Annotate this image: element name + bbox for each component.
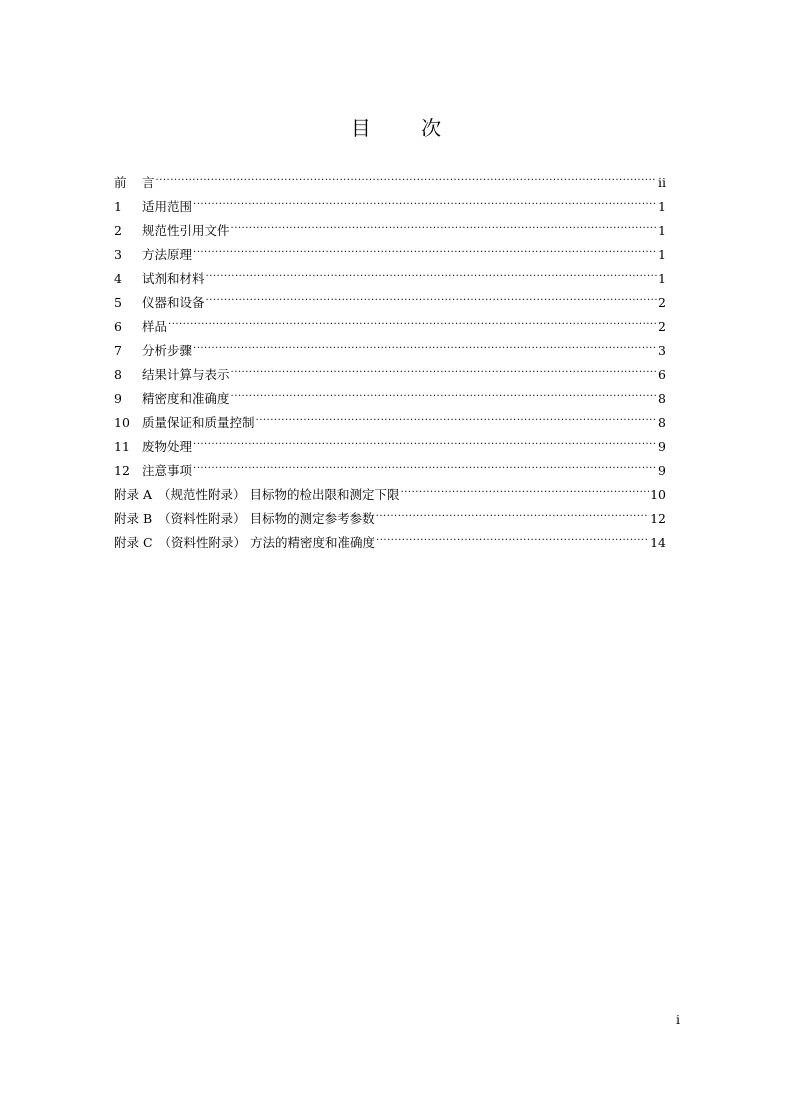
dot-leader (156, 163, 657, 187)
dot-leader (376, 523, 649, 547)
toc-entry-number: 附录 B (114, 511, 153, 526)
toc-entry-number: 1 (114, 199, 122, 214)
toc-entry-page: 14 (650, 535, 666, 550)
toc-entry-number: 11 (114, 439, 130, 454)
toc-entry-page: 2 (658, 295, 666, 310)
toc-entry-4[interactable] (114, 259, 666, 286)
toc-entry-appendix-a[interactable] (114, 475, 666, 502)
toc-entry-number: 6 (114, 319, 122, 334)
toc-entry-title: 方法原理 (142, 247, 193, 262)
dot-leader (206, 259, 658, 283)
toc-entry-page: 2 (658, 319, 666, 334)
dot-leader (193, 187, 657, 211)
dot-leader (193, 427, 657, 451)
dot-leader (376, 499, 649, 523)
toc-entry-number: 12 (114, 463, 130, 478)
toc-entry-title: 仪器和设备 (142, 295, 205, 310)
toc-entry-title: 注意事项 (142, 463, 193, 478)
toc-entry-number: 10 (114, 415, 130, 430)
toc-entry-title: （规范性附录） 目标物的检出限和测定下限 (158, 487, 400, 502)
dot-leader (193, 451, 657, 475)
toc-entry-title: 样品 (142, 319, 168, 334)
dot-leader (231, 355, 658, 379)
toc-entry-2[interactable] (114, 211, 666, 238)
dot-leader (401, 475, 650, 499)
toc-entry-title: （资料性附录） 目标物的测定参考参数 (158, 511, 375, 526)
toc-entry-number: 2 (114, 223, 122, 238)
page-title: 目 次 (350, 116, 464, 140)
dot-leader (193, 331, 657, 355)
toc-entry-page: 1 (658, 199, 666, 214)
dot-leader (231, 211, 658, 235)
toc-entry-page: 9 (658, 463, 666, 478)
toc-entry-title: 废物处理 (142, 439, 193, 454)
toc-entry-title: 精密度和准确度 (142, 391, 230, 406)
dot-leader (256, 403, 658, 427)
toc-entry-page: 3 (658, 343, 666, 358)
toc-entry-number: 5 (114, 295, 122, 310)
toc-entry-foreword[interactable] (114, 163, 666, 190)
toc-entry-number: 8 (114, 367, 122, 382)
dot-leader (231, 379, 658, 403)
toc-entry-number: 9 (114, 391, 122, 406)
toc-entry-1[interactable] (114, 187, 666, 214)
dot-leader (206, 283, 658, 307)
toc-entry-page: 8 (658, 415, 666, 430)
toc-entry-page: 9 (658, 439, 666, 454)
toc-entry-page: ii (658, 175, 666, 190)
toc-entry-page: 1 (658, 247, 666, 262)
toc-entry-number: 前 (114, 175, 127, 190)
table-of-contents (114, 163, 666, 550)
footer-page-number: i (676, 1012, 680, 1027)
toc-entry-6[interactable] (114, 307, 666, 334)
toc-entry-3[interactable] (114, 235, 666, 262)
toc-entry-page: 1 (658, 223, 666, 238)
toc-entry-8[interactable] (114, 355, 666, 382)
toc-entry-number: 7 (114, 343, 122, 358)
toc-entry-title: 适用范围 (142, 199, 193, 214)
toc-entry-title: 结果计算与表示 (142, 367, 230, 382)
toc-entry-title: （资料性附录） 方法的精密度和准确度 (158, 535, 376, 550)
toc-entry-12[interactable] (114, 451, 666, 478)
toc-entry-title: 分析步骤 (142, 343, 193, 358)
toc-entry-title: 言 (142, 175, 155, 190)
dot-leader (193, 235, 657, 259)
toc-entry-title: 试剂和材料 (142, 271, 205, 286)
dot-leader (168, 307, 657, 331)
toc-entry-page: 12 (650, 511, 666, 526)
toc-entry-title: 规范性引用文件 (142, 223, 230, 238)
toc-entry-number: 3 (114, 247, 122, 262)
toc-entry-page: 10 (650, 487, 666, 502)
toc-entry-11[interactable] (114, 427, 666, 454)
toc-entry-title: 质量保证和质量控制 (142, 415, 255, 430)
toc-entry-page: 8 (658, 391, 666, 406)
toc-entry-page: 1 (658, 271, 666, 286)
toc-entry-number: 附录 C (114, 535, 153, 550)
toc-entry-number: 4 (114, 271, 122, 286)
toc-entry-number: 附录 A (114, 487, 153, 502)
toc-entry-page: 6 (658, 367, 666, 382)
toc-entry-7[interactable] (114, 331, 666, 358)
